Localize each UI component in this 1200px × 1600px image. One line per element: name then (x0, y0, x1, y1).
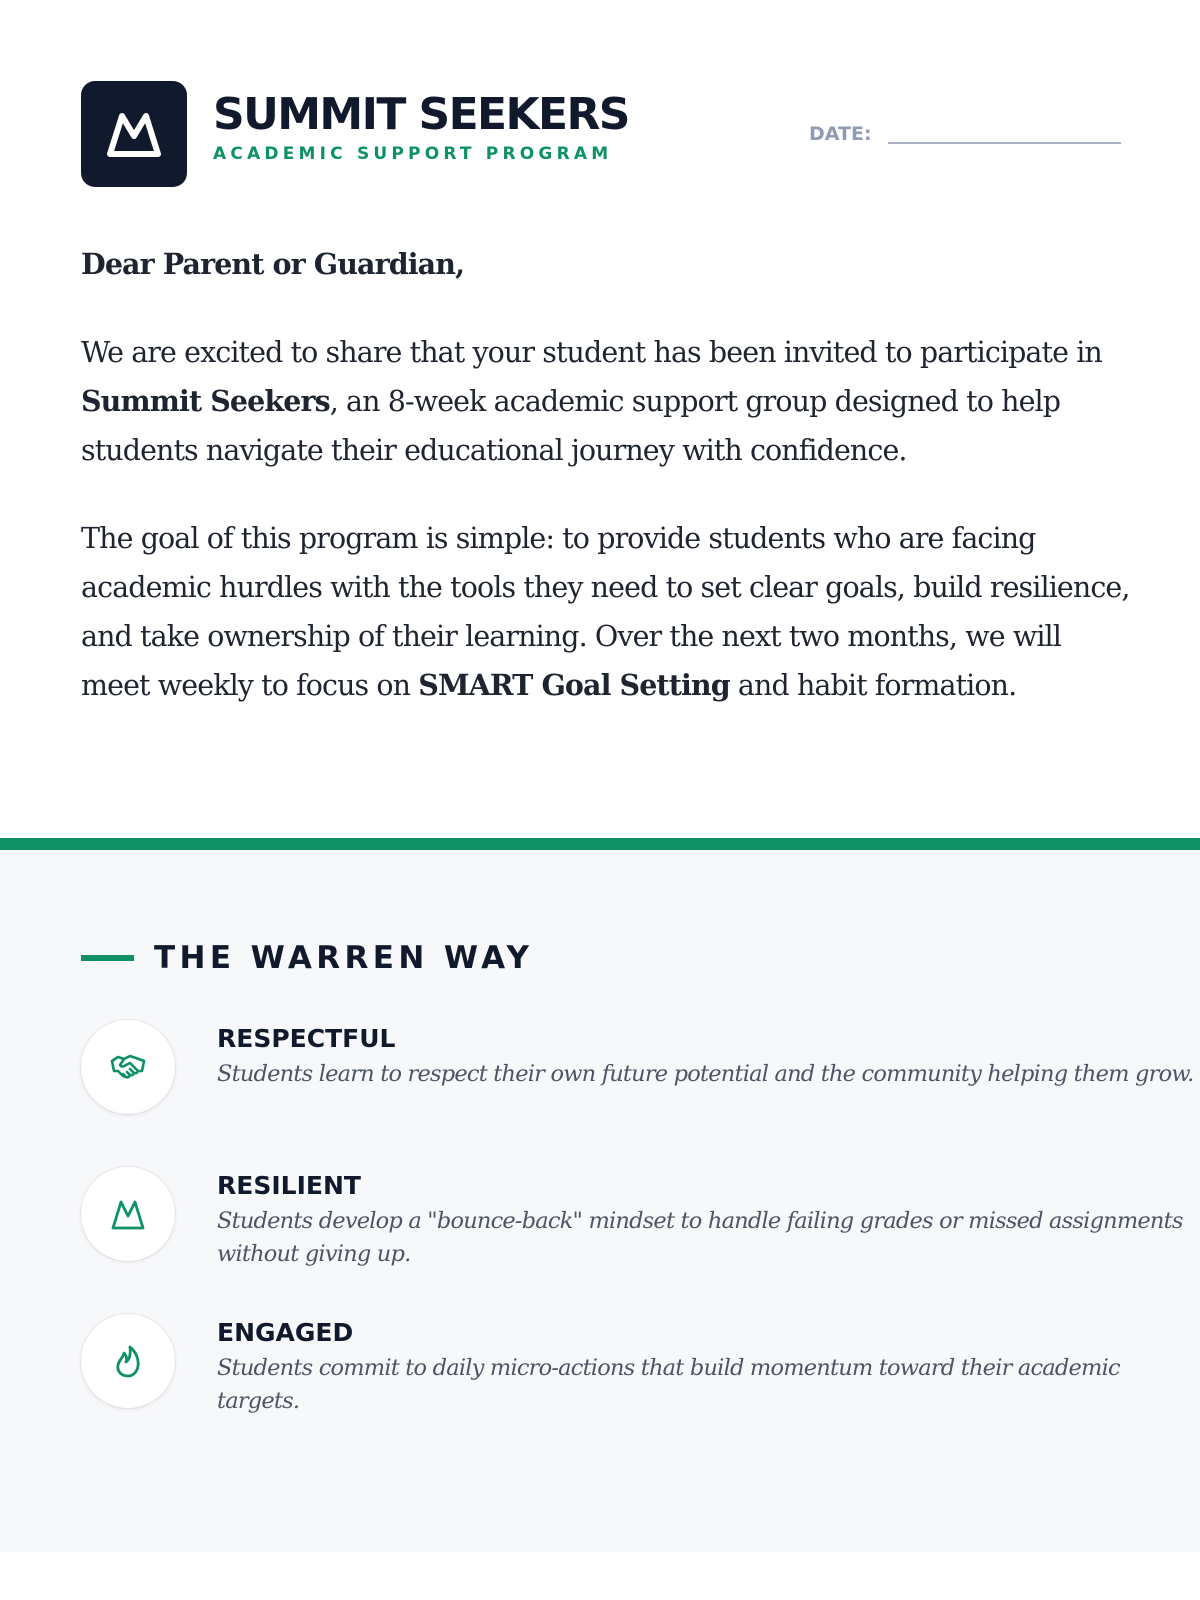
value-description: Students commit to daily micro-actions that build momentum toward their academic targets. (217, 1355, 1120, 1414)
value-description: Students develop a "bounce-back" mindset to handle failing grades or missed assignments without giving up. (217, 1208, 1183, 1267)
brand-subtitle: ACADEMIC SUPPORT PROGRAM (213, 144, 613, 164)
paragraph-goal (81, 514, 1131, 710)
section-heading (81, 938, 533, 978)
mountain-icon (102, 102, 166, 166)
handshake-icon (108, 1047, 148, 1087)
date-label: DATE: (809, 123, 872, 145)
value-item-resilient (81, 1167, 1183, 1267)
value-title: RESPECTFUL (217, 1024, 396, 1053)
letter-body (81, 240, 1131, 749)
value-icon-circle (81, 1167, 175, 1261)
value-description: Students learn to respect their own future potential and the community helping them grow. (217, 1061, 1194, 1087)
letter-header (81, 81, 1121, 187)
brand-title: SUMMIT SEEKERS (213, 89, 629, 140)
smart-goal-emphasis: SMART Goal Setting (418, 668, 730, 702)
value-icon-circle (81, 1020, 175, 1114)
paragraph-intro (81, 328, 1131, 475)
brand-block (213, 89, 629, 165)
paragraph-goal-text-a: The goal of this program is simple: to provide students who are facing academic hurdles with the tools they need to set clear goals, build resilience, and take ownership of their learning. Over the next two months, we will meet weekly to focus on (81, 522, 1130, 702)
value-item-engaged (81, 1314, 1121, 1414)
section-title: THE WARREN WAY (154, 940, 534, 976)
values-section (0, 850, 1200, 1552)
value-title: ENGAGED (217, 1318, 354, 1347)
mountain-icon (108, 1194, 148, 1234)
flame-icon (108, 1341, 148, 1381)
program-logo (81, 81, 187, 187)
value-icon-circle (81, 1314, 175, 1408)
program-name-emphasis: Summit Seekers (81, 384, 330, 418)
paragraph-intro-text-a: We are excited to share that your student has been invited to participate in (81, 336, 1102, 369)
section-divider (0, 838, 1200, 850)
paragraph-intro-text-c: , an 8-week academic support group designed to help students navigate their educational journey with confidence. (81, 385, 1061, 467)
heading-accent-dash (81, 955, 134, 961)
value-item-respectful (81, 1020, 1194, 1120)
date-blank-line (888, 142, 1121, 144)
paragraph-goal-text-c: and habit formation. (729, 669, 1017, 702)
salutation: Dear Parent or Guardian, (81, 247, 465, 281)
value-title: RESILIENT (217, 1171, 361, 1200)
